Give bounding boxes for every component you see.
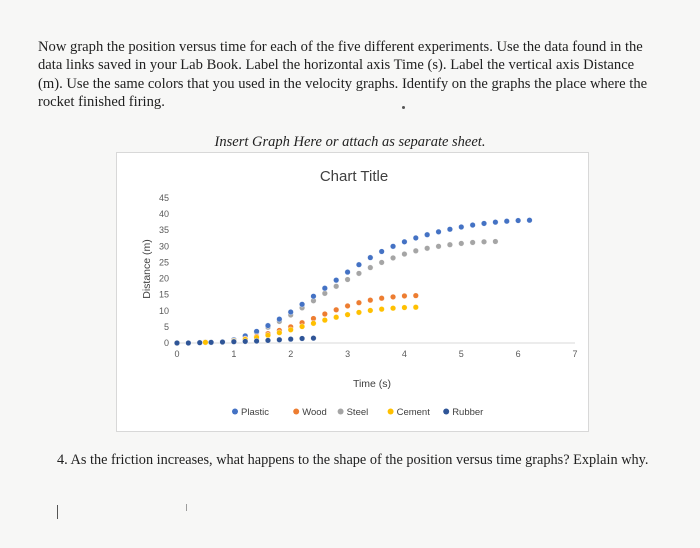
x-tick-label: 7 (572, 349, 578, 359)
x-tick-label: 6 (515, 349, 521, 359)
y-tick-label: 40 (158, 209, 169, 220)
data-point-plastic (481, 221, 487, 227)
data-point-plastic (470, 222, 476, 228)
chart-area[interactable] (116, 152, 589, 432)
x-tick-label: 2 (288, 349, 294, 359)
data-point-plastic (436, 229, 442, 235)
legend-marker-cement (388, 409, 394, 415)
data-point-plastic (413, 235, 419, 241)
data-point-rubber (299, 336, 305, 342)
y-tick-label: 15 (158, 289, 169, 300)
legend-marker-wood (293, 409, 299, 415)
y-tick-label: 45 (158, 193, 169, 203)
chart-axes (159, 193, 578, 359)
data-point-steel (379, 260, 385, 266)
y-tick-label: 20 (158, 273, 169, 284)
data-point-wood (322, 311, 328, 317)
data-point-wood (333, 307, 339, 313)
data-point-plastic (527, 217, 533, 223)
data-point-plastic (447, 226, 453, 232)
x-tick-label: 5 (458, 349, 464, 359)
data-point-plastic (402, 239, 408, 245)
data-point-cement (390, 305, 396, 311)
data-point-steel (368, 265, 374, 271)
data-point-cement (203, 340, 209, 346)
x-tick-label: 3 (345, 349, 351, 359)
data-point-rubber (197, 340, 203, 346)
data-point-plastic (379, 249, 385, 255)
position-time-chart (117, 153, 588, 431)
data-point-wood (356, 300, 362, 306)
x-tick-label: 1 (231, 349, 237, 359)
y-tick-label: 10 (158, 305, 169, 316)
data-point-steel (493, 239, 499, 245)
data-point-steel (413, 248, 419, 254)
stray-mark (402, 106, 405, 109)
data-point-cement (345, 312, 351, 318)
data-point-steel (458, 241, 464, 247)
data-point-plastic (458, 224, 464, 230)
data-point-steel (447, 242, 453, 248)
data-point-steel (481, 239, 487, 245)
data-point-plastic (424, 232, 430, 238)
data-point-cement (277, 330, 283, 336)
legend-label-rubber: Rubber (452, 407, 484, 418)
data-point-cement (368, 308, 374, 314)
legend-label-steel: Steel (346, 407, 369, 418)
data-point-cement (322, 317, 328, 323)
data-point-plastic (390, 244, 396, 250)
data-point-steel (322, 291, 328, 297)
data-point-cement (413, 304, 419, 310)
x-tick-label: 0 (174, 349, 180, 359)
data-point-plastic (265, 323, 271, 329)
data-point-wood (379, 295, 385, 301)
data-point-cement (402, 305, 408, 311)
question-4: 4. As the friction increases, what happens to the shape of the position versus time graphs? Explain why. (57, 452, 649, 468)
data-point-plastic (333, 277, 339, 283)
data-point-steel (390, 255, 396, 261)
data-point-steel (356, 271, 362, 277)
legend-marker-plastic (232, 409, 238, 415)
data-point-cement (379, 306, 385, 312)
data-point-plastic (493, 219, 499, 225)
chart-title: Chart Title (319, 168, 389, 185)
data-point-steel (333, 283, 339, 289)
data-point-rubber (174, 340, 180, 346)
data-point-rubber (288, 336, 294, 342)
data-point-plastic (368, 255, 374, 261)
data-point-steel (436, 244, 442, 250)
legend-label-plastic: Plastic (241, 407, 269, 418)
data-point-rubber (265, 338, 271, 344)
data-point-rubber (186, 340, 192, 346)
data-point-rubber (220, 339, 226, 345)
instructions-paragraph: Now graph the position versus time for each of the five different experiments. Use the data found in the data links saved in your Lab Book. Label the horizontal axis Time (s). Label the vertical axis Distance (m). Use the same colors that you used in the velocity graphs. Identify on the graphs the place where the rocket finished firing. (38, 39, 648, 111)
data-point-plastic (515, 218, 521, 224)
data-point-plastic (288, 309, 294, 315)
legend-marker-steel (338, 409, 344, 415)
data-point-plastic (277, 316, 283, 322)
data-point-plastic (504, 218, 510, 224)
text-cursor (57, 505, 58, 519)
data-point-rubber (208, 340, 214, 346)
data-point-plastic (299, 302, 305, 308)
data-point-steel (470, 240, 476, 246)
y-tick-label: 0 (163, 338, 169, 348)
x-axis-label: Time (s) (352, 378, 392, 390)
legend-label-cement: Cement (396, 407, 430, 418)
data-point-cement (299, 324, 305, 330)
y-tick-label: 30 (158, 241, 169, 252)
chart-marks (174, 217, 532, 345)
data-point-rubber (242, 339, 248, 345)
legend-marker-rubber (443, 409, 449, 415)
data-point-rubber (277, 337, 283, 343)
chart-legend (232, 407, 483, 418)
data-point-steel (402, 251, 408, 257)
y-tick-label: 25 (158, 257, 169, 268)
data-point-cement (333, 314, 339, 320)
data-point-wood (345, 303, 351, 309)
data-point-wood (402, 293, 408, 299)
data-point-plastic (311, 293, 317, 299)
y-tick-label: 35 (158, 225, 169, 236)
data-point-plastic (356, 262, 362, 268)
data-point-wood (413, 293, 419, 299)
data-point-plastic (345, 269, 351, 275)
data-point-wood (390, 294, 396, 300)
data-point-cement (356, 310, 362, 316)
x-tick-label: 4 (401, 349, 407, 359)
y-axis-label: Distance (m) (141, 239, 153, 299)
data-point-wood (368, 297, 374, 303)
data-point-cement (288, 327, 294, 333)
data-point-cement (311, 321, 317, 327)
data-point-plastic (254, 329, 260, 335)
data-point-plastic (322, 285, 328, 291)
data-point-cement (265, 332, 271, 338)
ibeam-cursor: I (185, 503, 188, 514)
data-point-rubber (254, 338, 260, 344)
insert-graph-note: Insert Graph Here or attach as separate sheet. (214, 134, 486, 150)
data-point-steel (345, 277, 351, 283)
data-point-steel (424, 245, 430, 251)
y-tick-label: 5 (163, 321, 169, 332)
legend-label-wood: Wood (302, 407, 327, 418)
data-point-rubber (311, 335, 317, 341)
data-point-rubber (231, 339, 237, 345)
